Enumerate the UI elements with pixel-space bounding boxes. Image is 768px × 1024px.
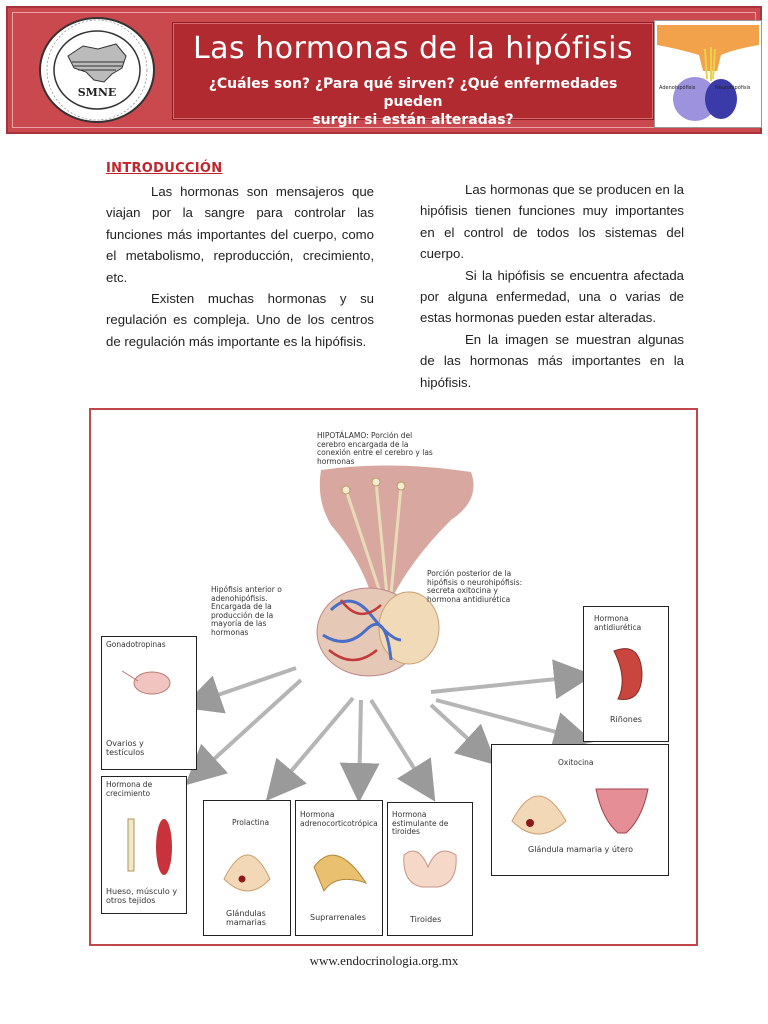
breast-uterus-icon	[492, 745, 668, 875]
intro-column-left	[106, 181, 374, 352]
box-antidiuretica	[583, 606, 669, 742]
hypothalamus-caption: HIPOTÁLAMO: Porción del cerebro encargada de la conexión entre el cerebro y las hormonas	[317, 431, 433, 466]
footer-url[interactable]: www.endocrinologia.org.mx	[309, 953, 459, 968]
box-title: Hormona antidiurética	[594, 614, 642, 632]
intro-column-right	[420, 179, 684, 393]
box-title: Hormona estimulante de tiroides	[392, 810, 449, 837]
box-tiroides	[387, 802, 473, 936]
box-title: Gonadotropinas	[106, 640, 166, 649]
intro-paragraph: Las hormonas que se producen en la hipófisis tienen funciones muy importantes en el control de todos los sistemas del cuerpo.	[420, 182, 684, 262]
box-label: Ovarios y testículos	[106, 739, 145, 757]
box-title: Prolactina	[232, 818, 270, 827]
adeno-label: Adenohipófisis	[659, 85, 696, 91]
title-box	[172, 22, 654, 128]
box-label: Hueso, músculo y otros tejidos	[106, 887, 178, 905]
box-title: Hormona adrenocorticotrópica	[300, 810, 378, 828]
neuro-label: Neurohipófisis	[715, 85, 751, 91]
intro-heading: INTRODUCCIÓN	[106, 161, 223, 176]
smne-logo-seal	[38, 16, 156, 124]
logo-text: SMNE	[77, 86, 117, 99]
anterior-pituitary-caption: Hipófisis anterior o adenohipófisis. Encargada de la producción de la mayoría de las hormonas	[211, 585, 282, 637]
box-label: Glándulas mamarias	[226, 909, 266, 927]
box-label: Glándula mamaria y útero	[528, 845, 633, 854]
intro-paragraph: Existen muchas hormonas y su regulación es compleja. Uno de los centros de regulación más importante es la hipófisis.	[106, 291, 374, 349]
box-label: Suprarrenales	[310, 913, 366, 922]
box-label: Tiroides	[410, 915, 442, 924]
pituitary-illustration	[654, 20, 762, 128]
intro-paragraph: Si la hipófisis se encuentra afectada por alguna enfermedad, una o varias de estas hormonas pueden estar alteradas.	[420, 267, 684, 326]
box-oxitocina	[491, 744, 669, 876]
page-subtitle	[181, 75, 645, 129]
box-adrenocorticotropica	[295, 800, 383, 936]
pituitary-drawing	[655, 21, 761, 127]
box-title: Hormona de crecimiento	[106, 780, 153, 798]
box-hormona-crecimiento	[101, 776, 187, 914]
box-title: Oxitocina	[558, 758, 594, 767]
intro-paragraph: En la imagen se muestran algunas de las hormonas más importantes en la hipófisis.	[420, 331, 684, 390]
subtitle-line-2: surgir si están alteradas?	[312, 112, 514, 128]
box-prolactina	[203, 800, 291, 936]
page-title: Las hormonas de la hipófisis	[192, 31, 634, 66]
box-gonadotropinas	[101, 636, 197, 770]
box-label: Riñones	[610, 715, 642, 724]
hormone-diagram-figure	[89, 408, 698, 946]
posterior-pituitary-caption: Porción posterior de la hipófisis o neurohipófisis: secreta oxitocina y hormona antidiurética	[427, 569, 523, 604]
intro-paragraph: Las hormonas son mensajeros que viajan por la sangre para controlar las funciones más importantes del cuerpo, como el metabolismo, reproducción, crecimiento, etc.	[106, 184, 374, 285]
subtitle-line-1: ¿Cuáles son? ¿Para qué sirven? ¿Qué enfermedades pueden	[208, 76, 618, 110]
